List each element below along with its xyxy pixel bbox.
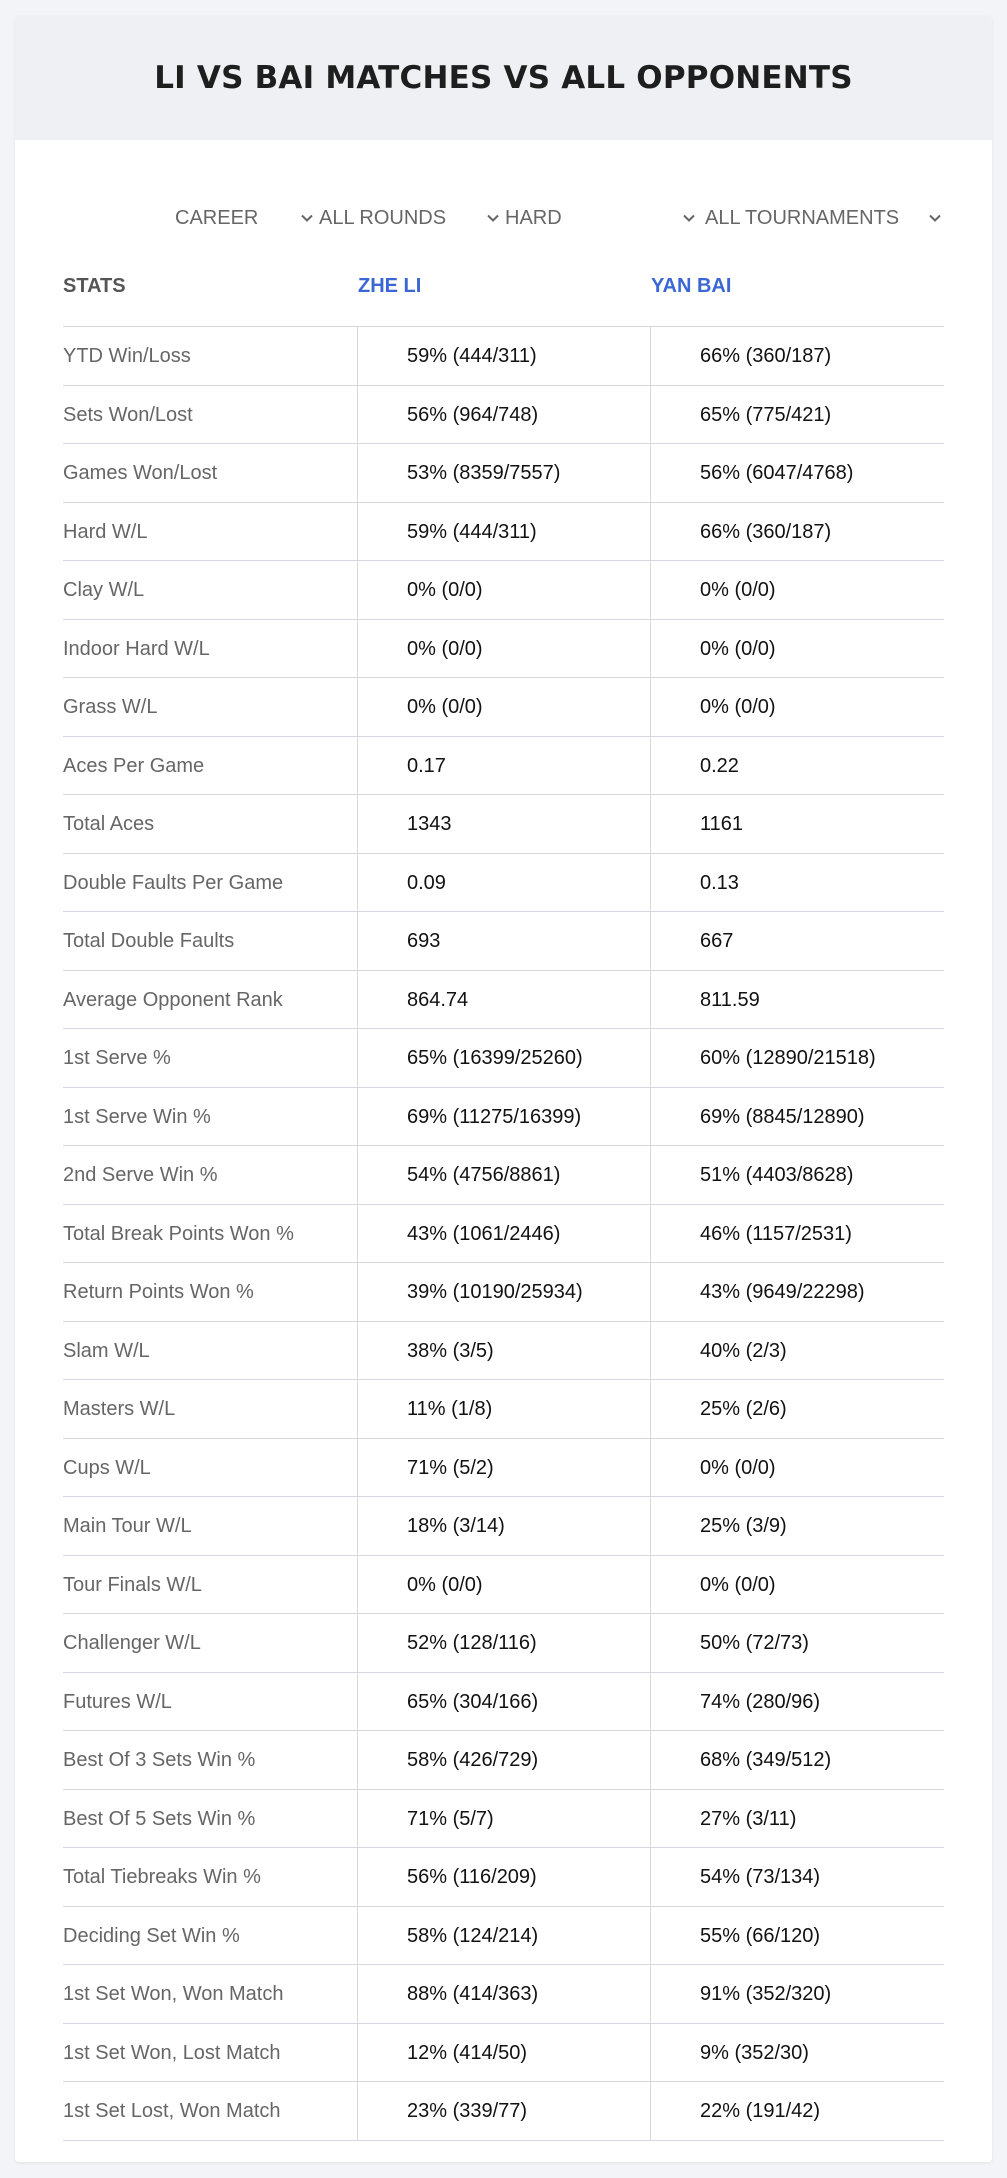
- player2-value: 66% (360/187): [700, 345, 832, 367]
- stats-table-body: [63, 327, 944, 2141]
- period-select[interactable]: [175, 188, 313, 248]
- player2-value: 50% (72/73): [700, 1632, 809, 1654]
- player2-value: 811.59: [700, 988, 760, 1011]
- player1-value: 0% (0/0): [407, 696, 483, 718]
- stat-label: Total Aces: [63, 813, 155, 835]
- player2-value: 0% (0/0): [700, 579, 776, 601]
- table-row: [63, 1322, 944, 1381]
- player2-value: 46% (1157/2531): [700, 1222, 852, 1245]
- stats-column-header: STATS: [63, 275, 126, 297]
- stat-label: Games Won/Lost: [63, 462, 218, 484]
- stat-label: 2nd Serve Win %: [63, 1164, 218, 1186]
- player1-value: 0% (0/0): [407, 637, 483, 660]
- table-row: [63, 503, 944, 562]
- stat-label: Best Of 3 Sets Win %: [63, 1749, 256, 1771]
- card-header: [15, 16, 992, 140]
- player2-value: 69% (8845/12890): [700, 1105, 865, 1128]
- chevron-down-icon: [683, 212, 695, 224]
- stat-label: Average Opponent Rank: [63, 988, 283, 1011]
- chevron-down-icon: [929, 212, 941, 224]
- filter-bar: [15, 188, 992, 248]
- player2-value: 27% (3/11): [700, 1807, 797, 1830]
- table-row: [63, 1439, 944, 1498]
- player2-value: 68% (349/512): [700, 1749, 832, 1771]
- table-row: [63, 1673, 944, 1732]
- table-row: [63, 1380, 944, 1439]
- table-row: [63, 1848, 944, 1907]
- surface-select-value: HARD: [505, 206, 562, 229]
- player1-value: 0% (0/0): [407, 1573, 483, 1596]
- table-row: [63, 971, 944, 1030]
- stat-label: Best Of 5 Sets Win %: [63, 1807, 256, 1830]
- stat-label: Main Tour W/L: [63, 1515, 192, 1537]
- player2-value: 55% (66/120): [700, 1924, 821, 1947]
- player1-value: 43% (1061/2446): [407, 1222, 561, 1245]
- player1-value: 53% (8359/7557): [407, 462, 561, 484]
- page-title: LI VS BAI MATCHES VS ALL OPPONENTS: [154, 60, 853, 96]
- table-row: [63, 2082, 944, 2141]
- stat-label: 1st Serve Win %: [63, 1105, 211, 1128]
- stat-label: Return Points Won %: [63, 1281, 254, 1303]
- stat-label: Clay W/L: [63, 579, 145, 601]
- stat-label: Hard W/L: [63, 520, 148, 543]
- player1-value: 56% (964/748): [407, 403, 539, 426]
- table-row: [63, 1907, 944, 1966]
- stat-label: Aces Per Game: [63, 754, 205, 777]
- tournaments-select-value: ALL TOURNAMENTS: [705, 206, 900, 229]
- table-row: [63, 327, 944, 386]
- stat-label: 1st Set Won, Won Match: [63, 1983, 284, 2005]
- stat-label: Deciding Set Win %: [63, 1924, 240, 1947]
- stat-label: Total Break Points Won %: [63, 1222, 294, 1245]
- stat-label: Grass W/L: [63, 696, 158, 718]
- stats-card: [15, 16, 992, 2162]
- stat-label: Masters W/L: [63, 1398, 176, 1420]
- player2-value: 0% (0/0): [700, 1573, 776, 1596]
- table-row: [63, 620, 944, 679]
- player1-value: 65% (304/166): [407, 1690, 539, 1713]
- chevron-down-icon: [301, 212, 313, 224]
- player1-value: 58% (124/214): [407, 1924, 539, 1947]
- player2-value: 1161: [700, 813, 744, 835]
- player1-value: 0.09: [407, 871, 446, 894]
- table-row: [63, 1556, 944, 1615]
- player1-value: 59% (444/311): [407, 345, 537, 367]
- player1-value: 18% (3/14): [407, 1515, 505, 1537]
- player2-value: 0.13: [700, 871, 739, 894]
- stat-label: Total Tiebreaks Win %: [63, 1866, 261, 1888]
- stat-label: Cups W/L: [63, 1456, 151, 1479]
- player2-value: 51% (4403/8628): [700, 1164, 854, 1186]
- player1-value: 693: [407, 930, 441, 952]
- player2-value: 60% (12890/21518): [700, 1047, 876, 1069]
- table-row: [63, 912, 944, 971]
- player1-value: 23% (339/77): [407, 2100, 528, 2122]
- player2-value: 0.22: [700, 754, 739, 777]
- player2-value: 74% (280/96): [700, 1690, 821, 1713]
- stat-label: Futures W/L: [63, 1690, 172, 1713]
- table-row: [63, 678, 944, 737]
- table-row: [63, 1088, 944, 1147]
- player2-value: 0% (0/0): [700, 696, 776, 718]
- stat-label: Challenger W/L: [63, 1632, 201, 1654]
- player2-value: 66% (360/187): [700, 520, 832, 543]
- player1-value: 0.17: [407, 754, 446, 777]
- player2-column-header[interactable]: YAN BAI: [651, 275, 732, 297]
- player1-value: 12% (414/50): [407, 2041, 528, 2064]
- table-row: [63, 1263, 944, 1322]
- table-row: [63, 1731, 944, 1790]
- table-row: [63, 795, 944, 854]
- table-row: [63, 444, 944, 503]
- player2-value: 25% (2/6): [700, 1398, 787, 1420]
- table-row: [63, 1029, 944, 1088]
- table-row: [63, 1614, 944, 1673]
- player1-value: 0% (0/0): [407, 579, 483, 601]
- table-row: [63, 1146, 944, 1205]
- table-row: [63, 561, 944, 620]
- player1-column-header[interactable]: ZHE LI: [358, 275, 422, 297]
- table-row: [63, 1205, 944, 1264]
- player2-value: 54% (73/134): [700, 1866, 821, 1888]
- player2-value: 667: [700, 930, 734, 952]
- player2-value: 0% (0/0): [700, 1456, 776, 1479]
- table-row: [63, 1790, 944, 1849]
- stat-label: Indoor Hard W/L: [63, 637, 210, 660]
- player1-value: 69% (11275/16399): [407, 1105, 582, 1128]
- rounds-select-value: ALL ROUNDS: [319, 206, 447, 229]
- rounds-select[interactable]: [319, 188, 499, 248]
- chevron-down-icon: [487, 212, 499, 224]
- player1-value: 864.74: [407, 988, 469, 1011]
- player1-value: 11% (1/8): [407, 1398, 493, 1420]
- player1-value: 71% (5/2): [407, 1456, 494, 1479]
- player2-value: 43% (9649/22298): [700, 1281, 865, 1303]
- table-row: [63, 737, 944, 796]
- player1-value: 56% (116/209): [407, 1866, 537, 1888]
- player2-value: 91% (352/320): [700, 1983, 832, 2005]
- player2-value: 25% (3/9): [700, 1515, 787, 1537]
- player1-value: 54% (4756/8861): [407, 1164, 561, 1186]
- player2-value: 56% (6047/4768): [700, 462, 854, 484]
- player2-value: 9% (352/30): [700, 2041, 809, 2064]
- player1-value: 71% (5/7): [407, 1807, 494, 1830]
- stat-label: 1st Set Won, Lost Match: [63, 2041, 281, 2064]
- stat-label: 1st Set Lost, Won Match: [63, 2100, 281, 2122]
- table-header: [63, 246, 944, 327]
- table-row: [63, 1965, 944, 2024]
- stat-label: Double Faults Per Game: [63, 871, 284, 894]
- player1-value: 58% (426/729): [407, 1749, 539, 1771]
- stat-label: Slam W/L: [63, 1339, 150, 1362]
- surface-select[interactable]: [505, 188, 695, 248]
- table-row: [63, 2024, 944, 2083]
- player1-value: 1343: [407, 813, 452, 835]
- player2-value: 40% (2/3): [700, 1339, 787, 1362]
- player1-value: 38% (3/5): [407, 1339, 494, 1362]
- player2-value: 22% (191/42): [700, 2100, 821, 2122]
- period-select-value: CAREER: [175, 206, 259, 229]
- stat-label: Sets Won/Lost: [63, 403, 193, 426]
- table-row: [63, 1497, 944, 1556]
- stat-label: Total Double Faults: [63, 930, 235, 952]
- tournaments-select[interactable]: [705, 188, 941, 248]
- player1-value: 59% (444/311): [407, 520, 537, 543]
- player1-value: 52% (128/116): [407, 1632, 537, 1654]
- table-row: [63, 386, 944, 445]
- stat-label: 1st Serve %: [63, 1047, 171, 1069]
- player2-value: 65% (775/421): [700, 403, 832, 426]
- table-row: [63, 854, 944, 913]
- stat-label: Tour Finals W/L: [63, 1573, 202, 1596]
- player1-value: 39% (10190/25934): [407, 1281, 583, 1303]
- player1-value: 88% (414/363): [407, 1983, 539, 2005]
- stat-label: YTD Win/Loss: [63, 345, 191, 367]
- player2-value: 0% (0/0): [700, 637, 776, 660]
- player1-value: 65% (16399/25260): [407, 1047, 583, 1069]
